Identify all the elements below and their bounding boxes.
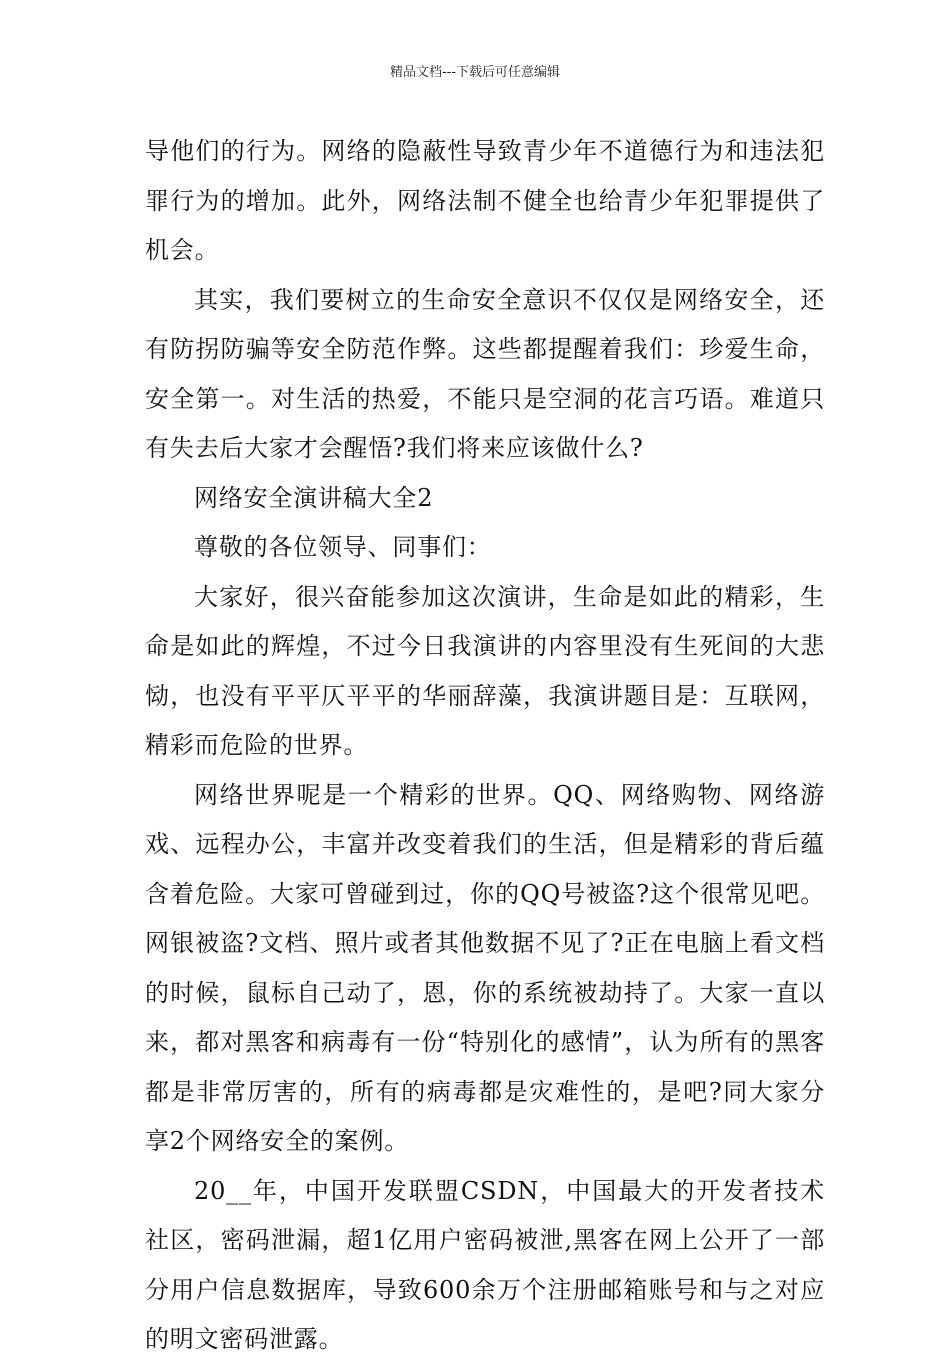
paragraph-continuation: 导他们的行为。网络的隐蔽性导致青少年不道德行为和违法犯罪行为的增加。此外，网络法制不健全也给青少年犯罪提供了机会。 xyxy=(145,137,825,264)
paragraph: 其实，我们要树立的生命安全意识不仅仅是网络安全，还有防拐防骗等安全防范作弊。这些都提醒着我们：珍爱生命，安全第一。对生活的热爱，不能只是空洞的花言巧语。难道只有失去后大家才会醒悟?我们将来应该做什么? xyxy=(145,285,825,462)
page-header: 精品文档---下载后可任意编辑 xyxy=(389,65,561,80)
paragraph: 网络世界呢是一个精彩的世界。QQ、网络购物、网络游戏、远程办公，丰富并改变着我们的生活，但是精彩的背后蕴含着危险。大家可曾碰到过，你的QQ号被盗?这个很常见吧。网银被盗?文档、照片或者其他数据不见了?正在电脑上看文档的时候，鼠标自己动了，恩，你的系统被劫持了。大家一直以来，都对黑客和病毒有一份“特别化的感情”，认为所有的黑客都是非常厉害的，所有的病毒都是灾难性的，是吧?同大家分享2个网络安全的案例。 xyxy=(145,780,825,1155)
salutation: 尊敬的各位领导、同事们： xyxy=(194,533,492,561)
paragraph: 大家好，很兴奋能参加这次演讲，生命是如此的精彩，生命是如此的辉煌，不过今日我演讲的内容里没有生死间的大悲恸，也没有平平仄平平的华丽辞藻，我演讲题目是：互联网，精彩而危险的世界。 xyxy=(145,582,825,759)
section-title: 网络安全演讲稿大全2 xyxy=(194,483,434,512)
document-body xyxy=(145,127,825,1365)
paragraph: 20__年，中国开发联盟CSDN，中国最大的开发者技术社区，密码泄漏，超1亿用户密码被泄,黑客在网上公开了一部分用户信息数据库，导致600余万个注册邮箱账号和与之对应的明文密码泄露。 xyxy=(145,1176,825,1353)
